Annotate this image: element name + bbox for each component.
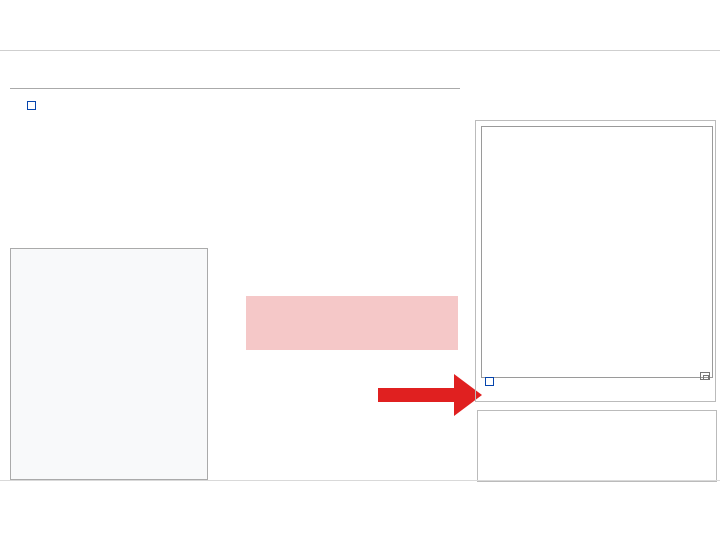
- red-arrow-icon: [378, 372, 483, 418]
- annotation-callout: [246, 296, 458, 350]
- top-divider: [0, 50, 720, 51]
- table-image: [482, 127, 712, 377]
- data-note: [26, 100, 36, 110]
- figure-caption: [484, 376, 710, 387]
- chart-thumbnail[interactable]: [477, 410, 717, 482]
- bottom-divider: [0, 480, 720, 481]
- external-link-icon: [27, 101, 36, 110]
- bar-chart-image: [478, 411, 717, 482]
- enlarge-icon[interactable]: [700, 372, 710, 380]
- immigration-table-thumbnail[interactable]: [481, 126, 713, 378]
- external-link-icon: [485, 377, 494, 386]
- table-of-contents: [10, 248, 208, 480]
- title-rule: [10, 88, 460, 89]
